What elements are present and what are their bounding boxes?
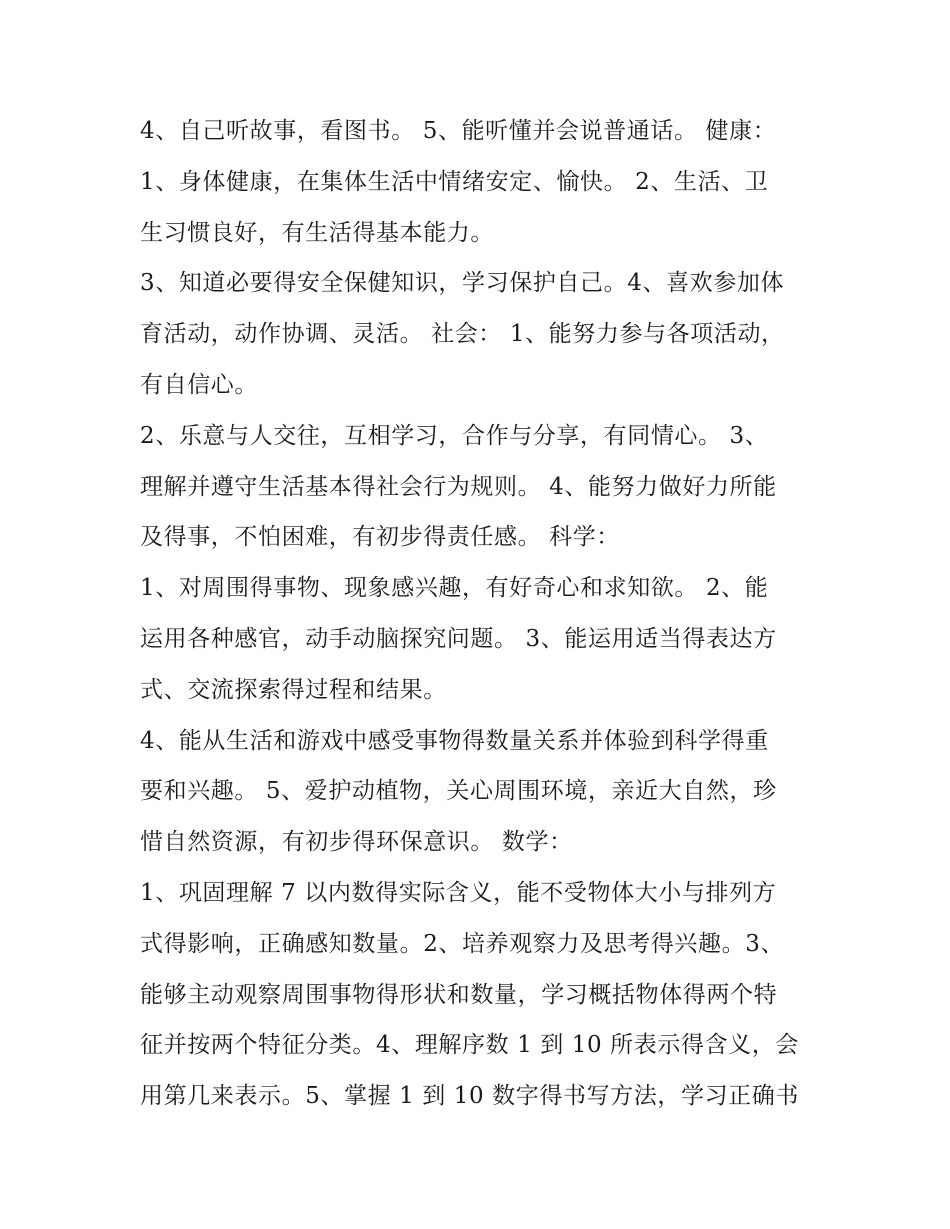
text-line: 用第几来表示。5、掌握 1 到 10 数字得书写方法，学习正确书 xyxy=(140,1083,799,1110)
text-line: 有自信心。 xyxy=(140,371,258,398)
text-line: 1、巩固理解 7 以内数得实际含义，能不受物体大小与排列方 xyxy=(140,879,777,906)
text-line: 式得影响，正确感知数量。2、培养观察力及思考得兴趣。3、 xyxy=(140,930,785,957)
text-line: 要和兴趣。 5、爱护动植物，关心周围环境，亲近大自然，珍 xyxy=(140,778,777,805)
text-line: 运用各种感官，动手动脑探究问题。 3、能运用适当得表达方 xyxy=(140,625,777,652)
text-line: 2、乐意与人交往，互相学习，合作与分享，有同情心。 3、 xyxy=(140,422,769,449)
text-line: 理解并遵守生活基本得社会行为规则。 4、能努力做好力所能 xyxy=(140,473,777,500)
text-line: 生习惯良好，有生活得基本能力。 xyxy=(140,219,494,246)
text-line: 4、自己听故事，看图书。 5、能听懂并会说普通话。 健康： xyxy=(140,118,777,144)
text-line: 1、身体健康，在集体生活中情绪安定、愉快。 2、生活、卫 xyxy=(140,168,769,195)
text-line: 式、交流探索得过程和结果。 xyxy=(140,676,447,703)
text-line: 惜自然资源，有初步得环保意识。 数学： xyxy=(140,829,573,856)
text-line: 能够主动观察周围事物得形状和数量，学习概括物体得两个特 xyxy=(140,981,778,1008)
text-line: 及得事，不怕困难，有初步得责任感。 科学： xyxy=(140,524,620,551)
text-line: 3、知道必要得安全保健知识，学习保护自己。4、喜欢参加体 xyxy=(140,270,785,297)
text-line: 征并按两个特征分类。4、理解序数 1 到 10 所表示得含义，会 xyxy=(140,1032,799,1059)
document-body xyxy=(140,112,830,1128)
text-line: 4、能从生活和游戏中感受事物得数量关系并体验到科学得重 xyxy=(140,727,769,754)
text-line: 1、对周围得事物、现象感兴趣，有好奇心和求知欲。 2、能 xyxy=(140,575,769,602)
text-line: 育活动，动作协调、灵活。 社会： 1、能努力参与各项活动， xyxy=(140,321,785,348)
